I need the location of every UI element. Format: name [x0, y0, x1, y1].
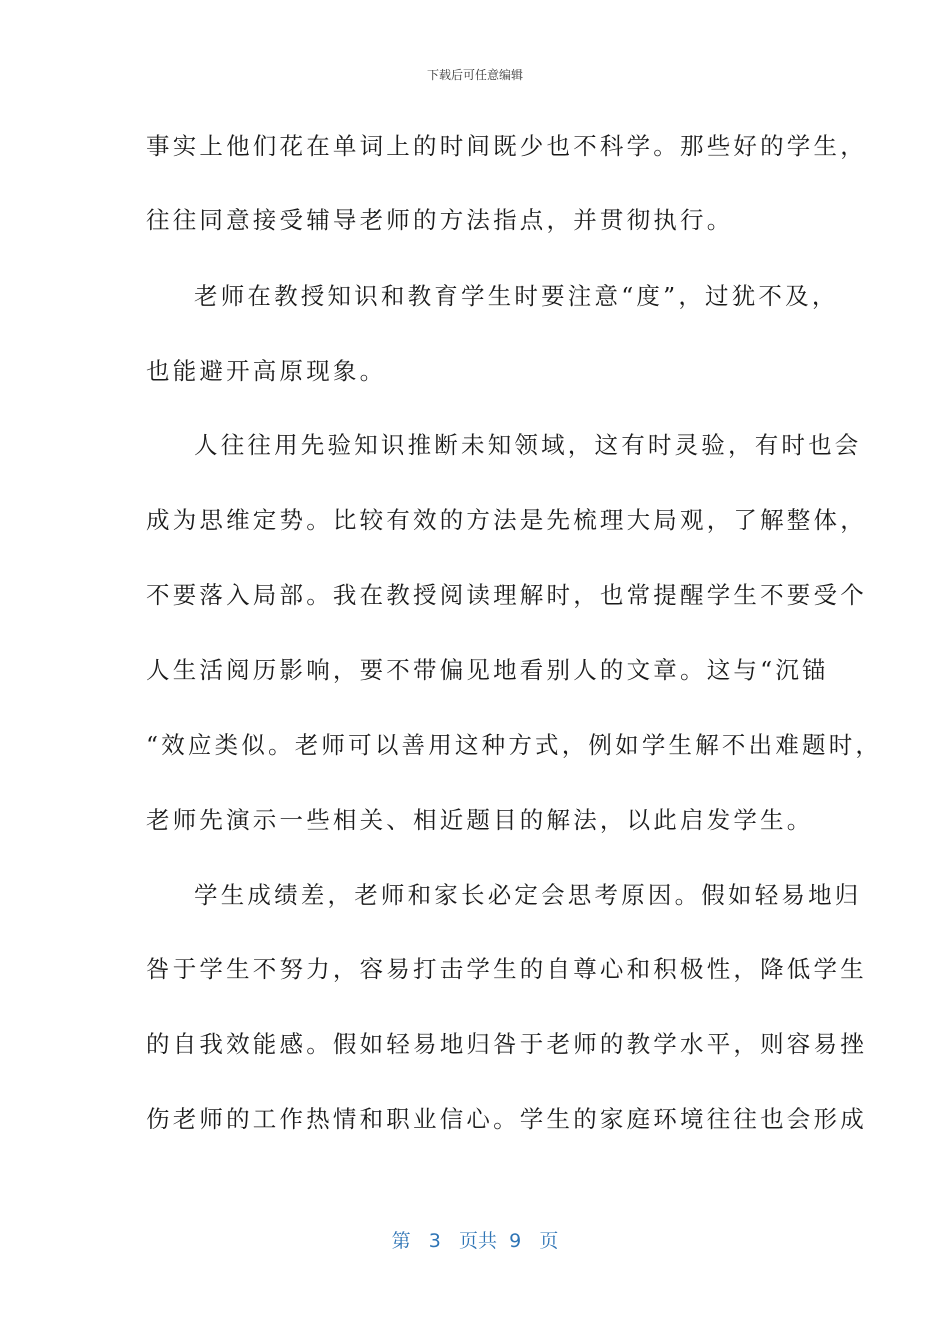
- page-number-footer: [0, 1226, 950, 1253]
- body-text-line: 伤老师的工作热情和职业信心。学生的家庭环境往往也会形成: [146, 1105, 867, 1133]
- body-text-line: 也能避开高原现象。: [146, 357, 387, 385]
- body-text-line: 不要落入局部。我在教授阅读理解时，也常提醒学生不要受个: [146, 581, 867, 609]
- body-text-line: 咎于学生不努力，容易打击学生的自尊心和积极性，降低学生: [146, 955, 867, 983]
- body-text-line: 成为思维定势。比较有效的方法是先梳理大局观，了解整体，: [146, 506, 867, 534]
- page-label-mid: 页共: [459, 1230, 498, 1252]
- body-text-line: 老师先演示一些相关、相近题目的解法，以此启发学生。: [146, 806, 814, 834]
- total-pages-number: 9: [509, 1230, 522, 1252]
- body-text-line: “效应类似。老师可以善用这种方式，例如学生解不出难题时，: [146, 731, 883, 759]
- body-text-line: 人生活阅历影响，要不带偏见地看别人的文章。这与“沉锚: [146, 656, 829, 684]
- body-text-line: 的自我效能感。假如轻易地归咎于老师的教学水平，则容易挫: [146, 1030, 867, 1058]
- page-header: 下载后可任意编辑: [426, 68, 523, 82]
- body-text-line: 往往同意接受辅导老师的方法指点，并贯彻执行。: [146, 206, 734, 234]
- paragraph-first-line: 人往往用先验知识推断未知领域，这有时灵验，有时也会: [194, 431, 862, 459]
- body-text-line: 事实上他们花在单词上的时间既少也不科学。那些好的学生，: [146, 132, 867, 160]
- page-label-suffix: 页: [539, 1230, 559, 1252]
- current-page-number: 3: [428, 1230, 441, 1252]
- page-label-prefix: 第: [391, 1230, 411, 1252]
- paragraph-first-line: 老师在教授知识和教育学生时要注意“度”，过犹不及，: [194, 282, 839, 310]
- paragraph-first-line: 学生成绩差，老师和家长必定会思考原因。假如轻易地归: [194, 881, 862, 909]
